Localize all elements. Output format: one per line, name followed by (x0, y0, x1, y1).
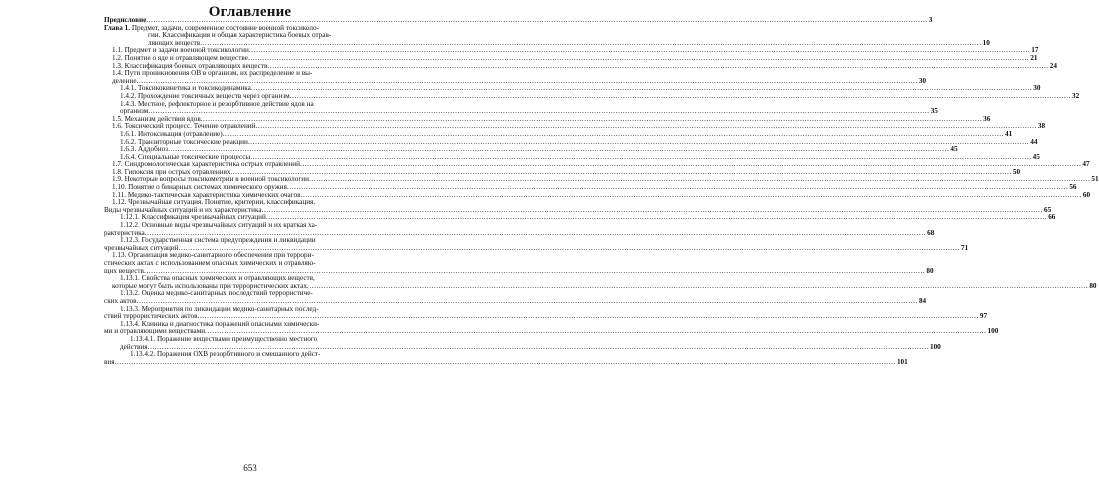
dot-leader (300, 192, 1081, 200)
toc-entry-text: вия (104, 357, 115, 366)
toc-entry-text: 1.9. Некоторые вопросы токсикометрии в военной токсикологии (112, 175, 309, 184)
toc-page-number: 56 (1069, 183, 1077, 192)
toc-entry-text: 1.6.3. Аддобиоз (120, 145, 169, 154)
toc-entry[interactable] (104, 304, 988, 321)
toc-entry-text: 1.3. Классификация боевых отравляющих веществ (112, 61, 268, 70)
toc-entry-text: 1.7. Синдромологическая характеристика острых отравлений (112, 160, 300, 169)
toc-page-number: 17 (1031, 46, 1039, 55)
toc-entry-text: 1.6.4. Специальные токсические процессы (120, 152, 251, 161)
toc-page-number: 45 (950, 145, 958, 154)
toc-page-number: 3 (928, 16, 933, 24)
toc-page-number: 24 (1049, 61, 1057, 70)
toc-entry-text: ляющих веществ (148, 38, 201, 47)
toc-entry[interactable] (104, 334, 941, 351)
toc-page-number: 50 (1012, 167, 1021, 176)
toc-entry[interactable] (104, 99, 938, 116)
toc-entry[interactable] (104, 289, 927, 305)
toc-entry-text: 1.8. Гипоксия при острых отравлениях (112, 167, 231, 176)
toc-entry-text: стических актах с использованием опасных химических и отравляю- (104, 259, 316, 267)
table-of-contents (104, 16, 1099, 366)
toc-entry-text: 1.12.1. Классификация чрезвычайных ситуаций (120, 213, 266, 222)
toc-entry[interactable] (104, 274, 1097, 290)
toc-page-number: 51 (1091, 175, 1099, 184)
toc-entry-text: 1.6. Токсический процесс. Течение отравлений (112, 122, 256, 131)
toc-entry-text: Предисловие (104, 16, 147, 24)
toc-entry-text: 1.13.3. Мероприятия по ликвидации медико-санитарных послед- (120, 304, 319, 313)
toc-entry-text: 1.12.2. Основные виды чрезвычайных ситуаций и их краткая ха- (120, 221, 318, 230)
toc-entry[interactable] (104, 221, 935, 237)
toc-entry-text: 1.4.3. Местное, рефлекторное и резорбтивное действие ядов на (120, 99, 314, 108)
toc-entry-text: ских актов (104, 296, 137, 305)
toc-entry-text: 1.6.1. Интоксикация (отравление) (120, 129, 223, 138)
toc-entry[interactable] (104, 69, 927, 85)
toc-entry[interactable] (104, 251, 934, 275)
dot-leader (266, 214, 1047, 222)
dot-leader (290, 93, 1071, 101)
toc-entry-text: организм (120, 107, 149, 116)
toc-page-number: 101 (896, 357, 908, 366)
toc-page-number: 47 (1082, 160, 1090, 169)
toc-entry-text: 1.4.2. Прохождение токсичных веществ через организм (120, 91, 290, 100)
toc-entry[interactable] (104, 198, 1052, 214)
toc-page-number: 84 (918, 296, 927, 305)
toc-entry[interactable] (104, 350, 908, 366)
toc-entry-text: 1.1. Предмет и задачи военной токсикологии (112, 46, 249, 55)
toc-page-number: 97 (979, 312, 988, 321)
toc-entry-text: 1.13.4.1. Поражение веществами преимущественно местного (130, 334, 318, 343)
toc-entry-text: 1.6.2. Транзиторные токсические реакции (120, 137, 248, 146)
toc-page-number: 41 (1005, 129, 1013, 138)
toc-page-number: 68 (927, 228, 935, 237)
toc-entry-text: деление (112, 76, 137, 85)
toc-page-number: 45 (1032, 152, 1040, 161)
toc-page-number: 100 (987, 327, 999, 336)
toc-page-number: 71 (960, 243, 969, 252)
toc-entry-text: 1.12. Чрезвычайная ситуация. Понятие, критерии, классификация. (112, 198, 316, 207)
toc-entry-text: 1.5. Механизм действия ядов (112, 114, 201, 123)
dot-leader (267, 63, 1048, 71)
toc-entry-text: 1.12.3. Государственная система предупреждения и ликвидации (120, 236, 316, 245)
toc-page-number: 60 (1082, 190, 1091, 199)
toc-entry[interactable] (104, 23, 990, 48)
toc-entry[interactable] (104, 319, 999, 336)
dot-leader (115, 359, 896, 367)
toc-page-number: 80 (926, 266, 934, 275)
toc-page-number: 30 (1033, 84, 1041, 93)
toc-entry-text: ствий террористических актов (104, 312, 198, 321)
toc-entry-text: ми и отравляющими веществами (104, 327, 206, 336)
toc-entry-text: которые могут быть использованы при террористических актах (112, 281, 307, 290)
toc-page-number: 44 (1030, 137, 1038, 146)
toc-entry-text: 1.13.4.2. Поражения ОХВ резорбтивного и смешанного дейст- (130, 350, 321, 359)
toc-entry-text: 1.2. Понятие о ядe и отравляющем веществе (112, 53, 248, 62)
dot-leader (205, 328, 986, 336)
toc-page-number: 21 (1030, 53, 1038, 62)
dot-leader (307, 283, 1088, 291)
toc-page-number: 65 (1043, 205, 1052, 214)
chapter-label: Глава 1. (104, 23, 131, 32)
page-number: 653 (243, 463, 257, 473)
toc-entry-text: 1.13.2. Оценка медико-санитарных последствий террористиче- (120, 289, 313, 298)
toc-entry-text: чрезвычайных ситуаций (104, 243, 179, 252)
toc-entry-text: гии. Классификация и общая характеристика боевых отрав- (148, 31, 332, 40)
toc-entry-text: 1.11. Медико-тактическая характеристика химических очагов (112, 190, 301, 199)
toc-entry-text: 1.4.1. Токсикокинетика и токсикодинамика (120, 84, 251, 93)
toc-entry-text: щих веществ (104, 266, 144, 275)
toc-entry-text: 1.13.1. Свойства опасных химических и отравляющих веществ, (120, 274, 315, 283)
toc-page-number: 66 (1048, 213, 1056, 222)
toc-entry-text: 1.10. Понятие о бинарных системах химического оружия (112, 183, 287, 192)
page-title: Оглавление (208, 4, 292, 20)
toc-entry-text: 1.13.4. Клиника и диагностика поражений опасными химически- (120, 319, 320, 328)
toc-entry[interactable] (104, 236, 969, 252)
toc-entry-text: действия (120, 342, 148, 351)
toc-entry-text: Глава 1. Предмет, задачи, современное состояние военной токсиколо- (104, 23, 320, 32)
toc-page-number: 100 (929, 342, 941, 351)
toc-page-number: 10 (982, 38, 990, 47)
toc-entry-text: рактеристика (104, 228, 145, 237)
toc-entry-text: Виды чрезвычайных ситуаций и их характеристика (104, 205, 262, 214)
toc-entry-text: 1.4. Пути проникновения ОВ в организм, их распределение и вы- (112, 69, 313, 78)
toc-page-number: 32 (1072, 91, 1080, 100)
toc-page-number: 35 (930, 107, 938, 116)
toc-page-number: 30 (918, 76, 927, 85)
toc-page-number: 36 (983, 114, 991, 123)
toc-page-number: 80 (1089, 281, 1097, 290)
toc-entry-text: 1.13. Организация медико-санитарного обеспечения при террори- (112, 251, 314, 260)
toc-page-number: 38 (1037, 122, 1046, 131)
